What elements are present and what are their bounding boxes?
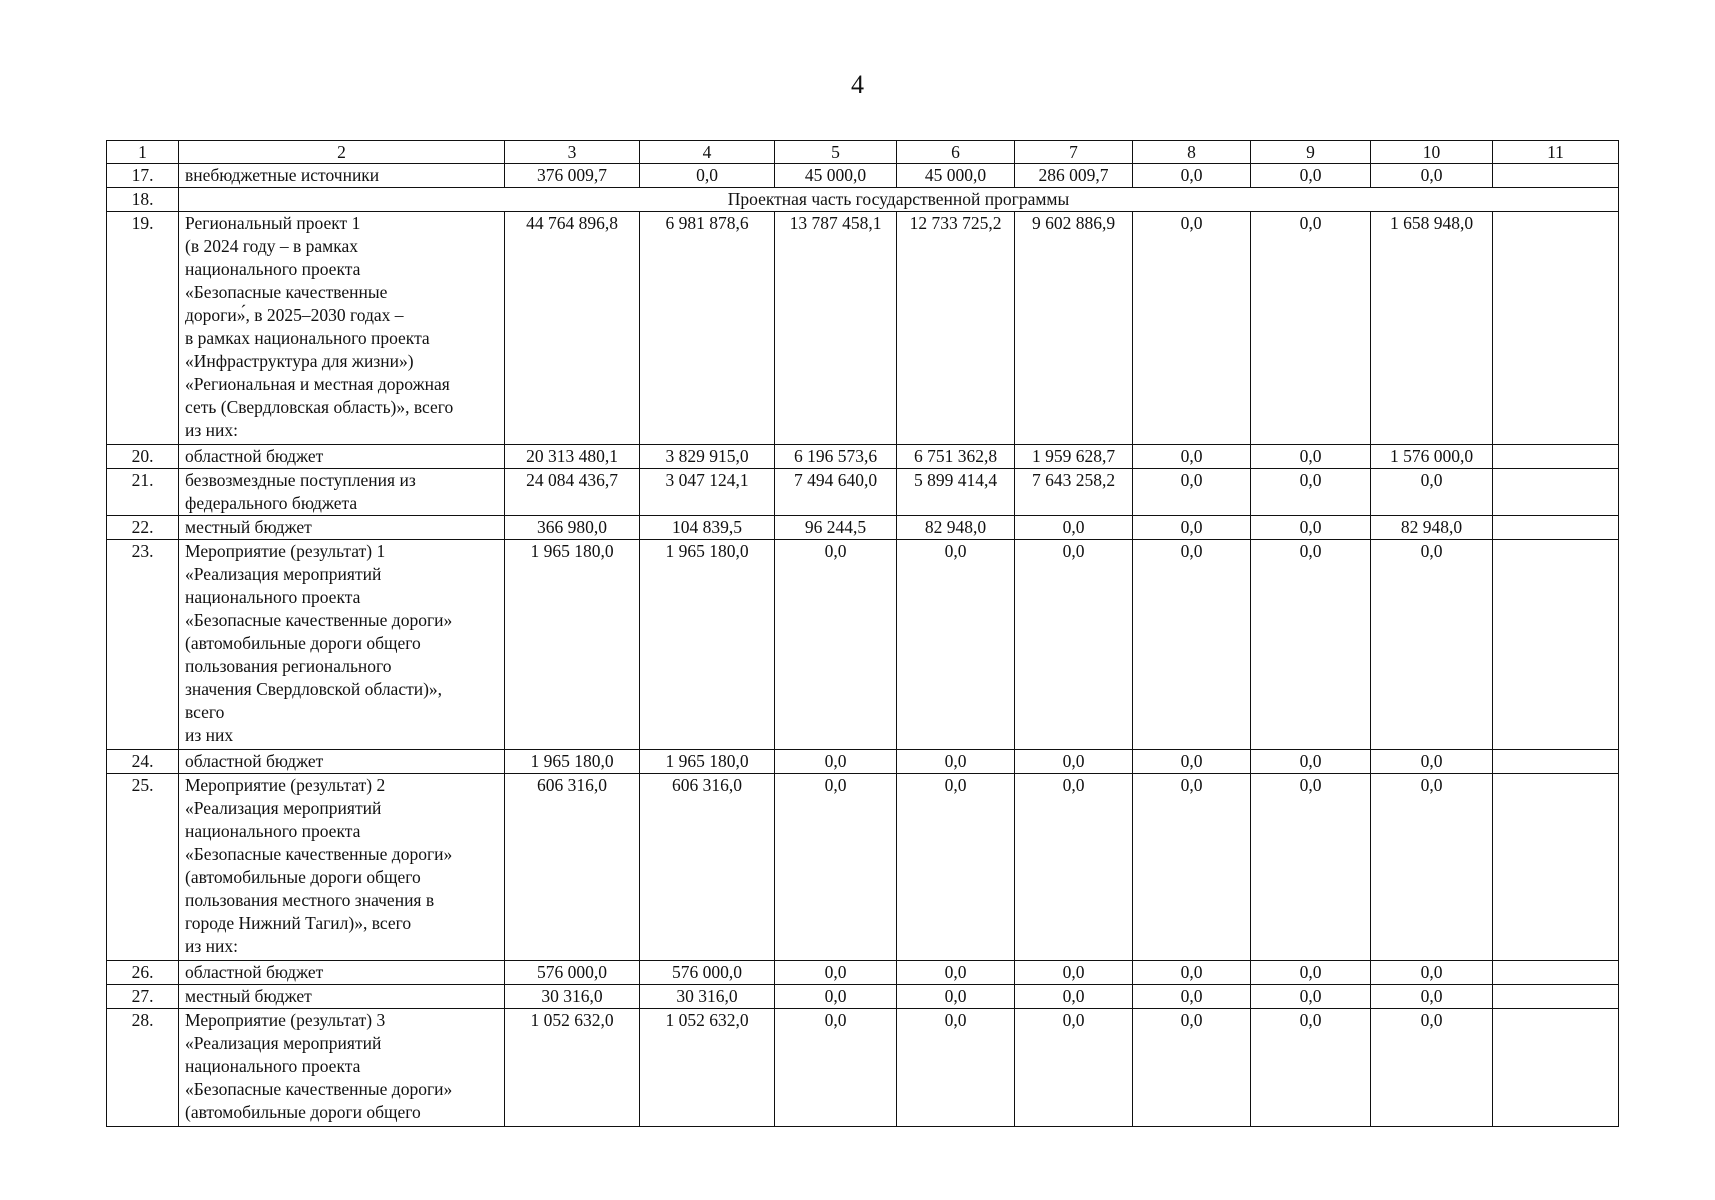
page-number: 4 bbox=[851, 70, 864, 99]
value-cell-col-7: 7 643 258,2 bbox=[1015, 469, 1133, 516]
label-line: «Инфраструктура для жизни») bbox=[185, 351, 414, 371]
value-cell-col-4: 3 047 124,1 bbox=[640, 469, 775, 516]
label-line: (в 2024 году – в рамках bbox=[185, 236, 358, 256]
row-label bbox=[179, 540, 505, 750]
table-row bbox=[107, 774, 1619, 961]
label-line: из них: bbox=[185, 936, 238, 956]
value-cell-col-11 bbox=[1493, 750, 1619, 774]
label-line: (автомобильные дороги общего bbox=[185, 867, 421, 887]
header-cell: 8 bbox=[1133, 141, 1251, 164]
value-cell-col-3: 376 009,7 bbox=[505, 164, 640, 188]
budget-table bbox=[106, 140, 1619, 1127]
value-cell-col-6: 6 751 362,8 bbox=[897, 445, 1015, 469]
row-number: 18. bbox=[107, 188, 179, 212]
table-row bbox=[107, 985, 1619, 1009]
label-line: «Региональная и местная дорожная bbox=[185, 374, 450, 394]
label-line: областной бюджет bbox=[185, 446, 324, 466]
value-cell-col-4: 30 316,0 bbox=[640, 985, 775, 1009]
value-cell-col-11 bbox=[1493, 774, 1619, 961]
header-row bbox=[107, 141, 1619, 164]
label-line: внебюджетные источники bbox=[185, 165, 380, 185]
value-cell-col-8: 0,0 bbox=[1133, 469, 1251, 516]
label-line: Мероприятие (результат) 2 bbox=[185, 775, 386, 795]
value-cell-col-3: 606 316,0 bbox=[505, 774, 640, 961]
value-cell-col-4: 1 965 180,0 bbox=[640, 540, 775, 750]
value-cell-col-8: 0,0 bbox=[1133, 1009, 1251, 1127]
value-cell-col-8: 0,0 bbox=[1133, 774, 1251, 961]
table-row bbox=[107, 212, 1619, 445]
label-line: национального проекта bbox=[185, 821, 361, 841]
label-line: всего bbox=[185, 702, 225, 722]
label-line: Мероприятие (результат) 3 bbox=[185, 1010, 386, 1030]
label-line: «Реализация мероприятий bbox=[185, 798, 382, 818]
row-label bbox=[179, 469, 505, 516]
value-cell-col-7: 286 009,7 bbox=[1015, 164, 1133, 188]
value-cell-col-9: 0,0 bbox=[1251, 164, 1371, 188]
label-line: Мероприятие (результат) 1 bbox=[185, 541, 386, 561]
label-line: «Безопасные качественные дороги» bbox=[185, 610, 453, 630]
value-cell-col-9: 0,0 bbox=[1251, 445, 1371, 469]
section-heading: Проектная часть государственной программы bbox=[179, 188, 1619, 212]
value-cell-col-11 bbox=[1493, 212, 1619, 445]
value-cell-col-11 bbox=[1493, 540, 1619, 750]
value-cell-col-6: 0,0 bbox=[897, 774, 1015, 961]
value-cell-col-6: 0,0 bbox=[897, 1009, 1015, 1127]
value-cell-col-8: 0,0 bbox=[1133, 445, 1251, 469]
value-cell-col-7: 9 602 886,9 bbox=[1015, 212, 1133, 445]
value-cell-col-11 bbox=[1493, 516, 1619, 540]
value-cell-col-9: 0,0 bbox=[1251, 961, 1371, 985]
label-line: национального проекта bbox=[185, 259, 361, 279]
value-cell-col-8: 0,0 bbox=[1133, 516, 1251, 540]
row-label bbox=[179, 445, 505, 469]
table-row bbox=[107, 540, 1619, 750]
row-number: 21. bbox=[107, 469, 179, 516]
table-row bbox=[107, 445, 1619, 469]
header-cell: 6 bbox=[897, 141, 1015, 164]
value-cell-col-8: 0,0 bbox=[1133, 212, 1251, 445]
value-cell-col-3: 366 980,0 bbox=[505, 516, 640, 540]
row-number: 22. bbox=[107, 516, 179, 540]
value-cell-col-6: 82 948,0 bbox=[897, 516, 1015, 540]
value-cell-col-6: 0,0 bbox=[897, 985, 1015, 1009]
row-number: 19. bbox=[107, 212, 179, 445]
value-cell-col-6: 0,0 bbox=[897, 540, 1015, 750]
table-row bbox=[107, 469, 1619, 516]
value-cell-col-3: 44 764 896,8 bbox=[505, 212, 640, 445]
value-cell-col-10: 0,0 bbox=[1371, 774, 1493, 961]
table-row bbox=[107, 188, 1619, 212]
value-cell-col-5: 7 494 640,0 bbox=[775, 469, 897, 516]
value-cell-col-9: 0,0 bbox=[1251, 516, 1371, 540]
value-cell-col-9: 0,0 bbox=[1251, 985, 1371, 1009]
row-label bbox=[179, 774, 505, 961]
value-cell-col-11 bbox=[1493, 445, 1619, 469]
value-cell-col-4: 1 052 632,0 bbox=[640, 1009, 775, 1127]
value-cell-col-4: 576 000,0 bbox=[640, 961, 775, 985]
value-cell-col-5: 96 244,5 bbox=[775, 516, 897, 540]
label-line: Региональный проект 1 bbox=[185, 213, 361, 233]
value-cell-col-10: 0,0 bbox=[1371, 469, 1493, 516]
row-number: 28. bbox=[107, 1009, 179, 1127]
label-line: пользования местного значения в bbox=[185, 890, 435, 910]
value-cell-col-8: 0,0 bbox=[1133, 985, 1251, 1009]
row-number: 27. bbox=[107, 985, 179, 1009]
value-cell-col-5: 0,0 bbox=[775, 961, 897, 985]
label-line: федерального бюджета bbox=[185, 493, 358, 513]
value-cell-col-3: 30 316,0 bbox=[505, 985, 640, 1009]
label-line: (автомобильные дороги общего bbox=[185, 633, 421, 653]
label-line: «Безопасные качественные bbox=[185, 282, 388, 302]
value-cell-col-4: 6 981 878,6 bbox=[640, 212, 775, 445]
value-cell-col-7: 0,0 bbox=[1015, 1009, 1133, 1127]
header-cell: 9 bbox=[1251, 141, 1371, 164]
value-cell-col-5: 0,0 bbox=[775, 1009, 897, 1127]
value-cell-col-6: 45 000,0 bbox=[897, 164, 1015, 188]
label-line: в рамках национального проекта bbox=[185, 328, 430, 348]
value-cell-col-3: 1 965 180,0 bbox=[505, 540, 640, 750]
table-row bbox=[107, 164, 1619, 188]
value-cell-col-8: 0,0 bbox=[1133, 961, 1251, 985]
label-line: пользования регионального bbox=[185, 656, 392, 676]
label-line: национального проекта bbox=[185, 587, 361, 607]
value-cell-col-5: 13 787 458,1 bbox=[775, 212, 897, 445]
value-cell-col-5: 0,0 bbox=[775, 750, 897, 774]
row-label bbox=[179, 516, 505, 540]
value-cell-col-8: 0,0 bbox=[1133, 540, 1251, 750]
label-line: «Безопасные качественные дороги» bbox=[185, 844, 453, 864]
label-line: (автомобильные дороги общего bbox=[185, 1102, 421, 1122]
row-label bbox=[179, 212, 505, 445]
table-row bbox=[107, 516, 1619, 540]
value-cell-col-7: 0,0 bbox=[1015, 516, 1133, 540]
value-cell-col-10: 1 576 000,0 bbox=[1371, 445, 1493, 469]
value-cell-col-10: 0,0 bbox=[1371, 540, 1493, 750]
header-cell: 7 bbox=[1015, 141, 1133, 164]
value-cell-col-9: 0,0 bbox=[1251, 540, 1371, 750]
value-cell-col-6: 5 899 414,4 bbox=[897, 469, 1015, 516]
value-cell-col-9: 0,0 bbox=[1251, 774, 1371, 961]
value-cell-col-11 bbox=[1493, 164, 1619, 188]
value-cell-col-10: 0,0 bbox=[1371, 164, 1493, 188]
value-cell-col-5: 0,0 bbox=[775, 540, 897, 750]
value-cell-col-6: 12 733 725,2 bbox=[897, 212, 1015, 445]
value-cell-col-7: 0,0 bbox=[1015, 540, 1133, 750]
value-cell-col-7: 0,0 bbox=[1015, 985, 1133, 1009]
value-cell-col-5: 0,0 bbox=[775, 774, 897, 961]
label-line: местный бюджет bbox=[185, 517, 312, 537]
row-label bbox=[179, 961, 505, 985]
label-line: из них: bbox=[185, 420, 238, 440]
row-label bbox=[179, 1009, 505, 1127]
row-label bbox=[179, 750, 505, 774]
value-cell-col-10: 0,0 bbox=[1371, 985, 1493, 1009]
value-cell-col-7: 1 959 628,7 bbox=[1015, 445, 1133, 469]
row-number: 25. bbox=[107, 774, 179, 961]
label-line: национального проекта bbox=[185, 1056, 361, 1076]
header-cell: 1 bbox=[107, 141, 179, 164]
label-line: местный бюджет bbox=[185, 986, 312, 1006]
value-cell-col-11 bbox=[1493, 961, 1619, 985]
row-label bbox=[179, 164, 505, 188]
row-number: 17. bbox=[107, 164, 179, 188]
label-line: дороги»́, в 2025–2030 годах – bbox=[185, 305, 404, 325]
header-cell: 11 bbox=[1493, 141, 1619, 164]
value-cell-col-5: 45 000,0 bbox=[775, 164, 897, 188]
label-line: значения Свердловской области)», bbox=[185, 679, 443, 699]
label-line: областной бюджет bbox=[185, 962, 324, 982]
value-cell-col-10: 82 948,0 bbox=[1371, 516, 1493, 540]
header-cell: 3 bbox=[505, 141, 640, 164]
label-line: сеть (Свердловская область)», всего bbox=[185, 397, 454, 417]
value-cell-col-7: 0,0 bbox=[1015, 774, 1133, 961]
row-number: 20. bbox=[107, 445, 179, 469]
value-cell-col-9: 0,0 bbox=[1251, 212, 1371, 445]
value-cell-col-5: 6 196 573,6 bbox=[775, 445, 897, 469]
value-cell-col-9: 0,0 bbox=[1251, 469, 1371, 516]
value-cell-col-7: 0,0 bbox=[1015, 961, 1133, 985]
table-row bbox=[107, 961, 1619, 985]
value-cell-col-11 bbox=[1493, 985, 1619, 1009]
value-cell-col-3: 20 313 480,1 bbox=[505, 445, 640, 469]
row-label bbox=[179, 985, 505, 1009]
value-cell-col-3: 1 965 180,0 bbox=[505, 750, 640, 774]
label-line: «Безопасные качественные дороги» bbox=[185, 1079, 453, 1099]
row-number: 23. bbox=[107, 540, 179, 750]
label-line: из них bbox=[185, 725, 234, 745]
value-cell-col-9: 0,0 bbox=[1251, 750, 1371, 774]
label-line: безвозмездные поступления из bbox=[185, 470, 416, 490]
value-cell-col-11 bbox=[1493, 469, 1619, 516]
value-cell-col-4: 606 316,0 bbox=[640, 774, 775, 961]
value-cell-col-10: 0,0 bbox=[1371, 1009, 1493, 1127]
value-cell-col-4: 0,0 bbox=[640, 164, 775, 188]
header-cell: 5 bbox=[775, 141, 897, 164]
value-cell-col-5: 0,0 bbox=[775, 985, 897, 1009]
value-cell-col-7: 0,0 bbox=[1015, 750, 1133, 774]
value-cell-col-6: 0,0 bbox=[897, 750, 1015, 774]
value-cell-col-3: 24 084 436,7 bbox=[505, 469, 640, 516]
value-cell-col-10: 0,0 bbox=[1371, 750, 1493, 774]
value-cell-col-4: 104 839,5 bbox=[640, 516, 775, 540]
header-cell: 10 bbox=[1371, 141, 1493, 164]
label-line: «Реализация мероприятий bbox=[185, 1033, 382, 1053]
value-cell-col-11 bbox=[1493, 1009, 1619, 1127]
value-cell-col-8: 0,0 bbox=[1133, 164, 1251, 188]
row-number: 26. bbox=[107, 961, 179, 985]
label-line: «Реализация мероприятий bbox=[185, 564, 382, 584]
value-cell-col-4: 3 829 915,0 bbox=[640, 445, 775, 469]
value-cell-col-8: 0,0 bbox=[1133, 750, 1251, 774]
table-row bbox=[107, 1009, 1619, 1127]
label-line: областной бюджет bbox=[185, 751, 324, 771]
row-number: 24. bbox=[107, 750, 179, 774]
value-cell-col-6: 0,0 bbox=[897, 961, 1015, 985]
value-cell-col-9: 0,0 bbox=[1251, 1009, 1371, 1127]
table-row bbox=[107, 750, 1619, 774]
value-cell-col-4: 1 965 180,0 bbox=[640, 750, 775, 774]
value-cell-col-10: 0,0 bbox=[1371, 961, 1493, 985]
value-cell-col-10: 1 658 948,0 bbox=[1371, 212, 1493, 445]
value-cell-col-3: 576 000,0 bbox=[505, 961, 640, 985]
value-cell-col-3: 1 052 632,0 bbox=[505, 1009, 640, 1127]
header-cell: 2 bbox=[179, 141, 505, 164]
label-line: городе Нижний Тагил)», всего bbox=[185, 913, 412, 933]
header-cell: 4 bbox=[640, 141, 775, 164]
